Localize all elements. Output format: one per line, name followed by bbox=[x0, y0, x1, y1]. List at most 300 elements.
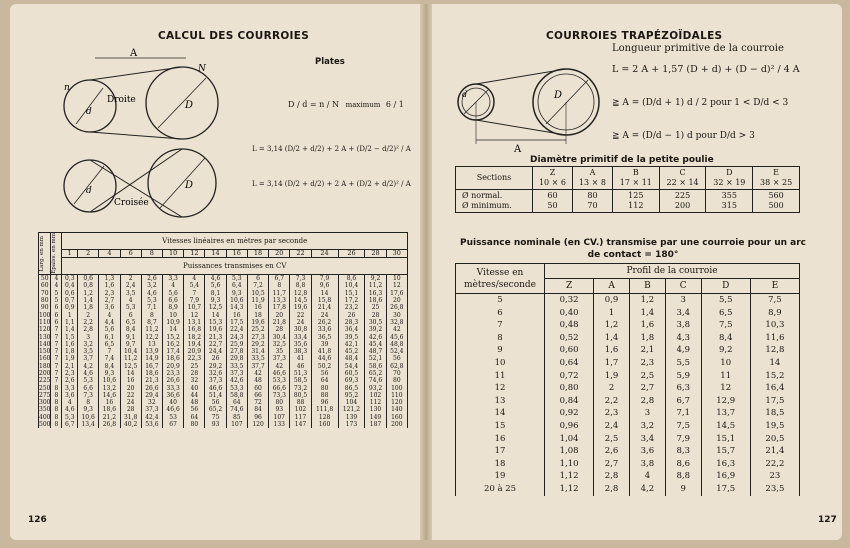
table-cell: 2,4 bbox=[120, 282, 141, 289]
table-cell: 400 bbox=[39, 413, 51, 421]
table-cell: 4,9 bbox=[665, 344, 701, 357]
table-cell: 32 bbox=[184, 377, 205, 384]
table-row bbox=[456, 332, 800, 345]
table-cell: 5,5 bbox=[701, 294, 750, 307]
table-cell: 2,1 bbox=[629, 344, 665, 357]
table-cell: 7,5 bbox=[750, 294, 799, 307]
belt-droite-drawing bbox=[64, 48, 218, 139]
table-cell: 15,1 bbox=[701, 433, 750, 446]
section-letter: Z bbox=[549, 168, 556, 177]
table-cell: 2,6 bbox=[62, 377, 78, 384]
table-cell: 0,3 bbox=[62, 275, 78, 283]
table-row bbox=[456, 395, 800, 408]
table-cell: 10,7 bbox=[184, 304, 205, 311]
table-cell: 10 bbox=[162, 311, 183, 318]
table-cell: 30 bbox=[386, 311, 407, 318]
table-cell: 1 bbox=[594, 307, 630, 320]
table-cell: 3,8 bbox=[665, 319, 701, 332]
belt-croisee-drawing bbox=[64, 149, 216, 217]
table-cell: 250 bbox=[39, 384, 51, 392]
table-cell: 80 bbox=[184, 421, 205, 428]
table-cell: 37,3 bbox=[141, 406, 162, 413]
table-cell: 102 bbox=[290, 406, 311, 413]
table-cell: 10,5 bbox=[247, 290, 268, 297]
table-cell: 7 bbox=[51, 355, 62, 362]
table-cell: 12,5 bbox=[205, 304, 226, 311]
table-cell: 0,9 bbox=[594, 294, 630, 307]
table-cell: 56 bbox=[311, 370, 338, 377]
table-cell: 42,4 bbox=[141, 414, 162, 421]
table-cell: 1,12 bbox=[545, 470, 594, 483]
table-cell: 17,8 bbox=[269, 304, 290, 311]
profile-header: Z bbox=[545, 279, 594, 294]
table-cell: 1,3 bbox=[99, 275, 120, 283]
table-cell: 51,4 bbox=[205, 392, 226, 399]
table-cell: 4 bbox=[184, 275, 205, 283]
table-cell: 11,7 bbox=[269, 290, 290, 297]
table-cell: 7,4 bbox=[99, 355, 120, 362]
table-row bbox=[456, 470, 800, 483]
table-cell: 6 bbox=[247, 275, 268, 283]
table-cell: 23,5 bbox=[750, 483, 799, 496]
table-cell: 20 à 25 bbox=[456, 483, 545, 496]
table-row bbox=[456, 420, 800, 433]
table-cell: 0,48 bbox=[545, 319, 594, 332]
table-cell: 80 bbox=[269, 399, 290, 406]
table-cell: 0,40 bbox=[545, 307, 594, 320]
table-cell: 6,6 bbox=[78, 384, 99, 391]
label-D-trap: D bbox=[554, 90, 563, 101]
table-cell: 36,6 bbox=[162, 392, 183, 399]
section-letter: D bbox=[726, 168, 733, 177]
table-cell: 9,6 bbox=[311, 282, 338, 289]
table-cell: 30,4 bbox=[269, 333, 290, 340]
table-cell: 5,9 bbox=[665, 370, 701, 383]
table-cell: 4 bbox=[162, 282, 183, 289]
table-cell: 5,3 bbox=[62, 414, 78, 421]
table-cell: 12,9 bbox=[701, 395, 750, 408]
table-cell: 1,04 bbox=[545, 433, 594, 446]
table-cell: 2,5 bbox=[629, 370, 665, 383]
table-cell: 1,8 bbox=[62, 348, 78, 355]
label-croisee: Croisée bbox=[114, 198, 149, 208]
table-cell: 60,5 bbox=[338, 370, 365, 377]
table-cell: 3 bbox=[78, 333, 99, 340]
table-cell: 18,6 bbox=[141, 370, 162, 377]
table-cell: 10,6 bbox=[99, 377, 120, 384]
diameter-normal: 80 bbox=[587, 191, 598, 200]
table-cell: 19,6 bbox=[205, 326, 226, 333]
table-cell: 32 bbox=[141, 399, 162, 406]
table-cell: 39 bbox=[311, 341, 338, 348]
plates-subtitle: Plates bbox=[315, 57, 345, 67]
table-cell: 7 bbox=[456, 319, 545, 332]
table-cell: 10,9 bbox=[162, 319, 183, 326]
table-cell: 65,2 bbox=[365, 370, 386, 377]
section-size: 13 × 8 bbox=[578, 178, 606, 187]
table-cell: 44,6 bbox=[311, 355, 338, 362]
table-cell: 15,7 bbox=[701, 445, 750, 458]
profile-header: C bbox=[665, 279, 701, 294]
diameter-minimum: 50 bbox=[547, 201, 558, 210]
table-cell: 8,6 bbox=[665, 458, 701, 471]
table-cell: 16,4 bbox=[750, 382, 799, 395]
table-cell: 187 bbox=[365, 421, 386, 428]
table-cell: 107 bbox=[226, 421, 247, 428]
table-cell: 44 bbox=[184, 392, 205, 399]
table-cell: 0,80 bbox=[545, 382, 594, 395]
table-cell: 14 bbox=[162, 326, 183, 333]
table-cell: 2,3 bbox=[99, 290, 120, 297]
table-cell: 120 bbox=[39, 326, 51, 334]
table-row bbox=[456, 370, 800, 383]
speed-header: 14 bbox=[205, 250, 226, 258]
table-cell: 93,2 bbox=[365, 384, 386, 391]
table-cell: 26,2 bbox=[311, 319, 338, 326]
table-cell: 25 bbox=[365, 304, 386, 311]
table-cell: 6,7 bbox=[269, 275, 290, 283]
table-cell: 66 bbox=[247, 392, 268, 399]
table-cell: 160 bbox=[386, 414, 407, 421]
trapezoidal-table-body bbox=[456, 294, 800, 496]
table-cell: 1,4 bbox=[62, 326, 78, 333]
table-cell: 41 bbox=[290, 355, 311, 362]
table-cell: 29,4 bbox=[141, 392, 162, 399]
table-cell: 13,9 bbox=[141, 348, 162, 355]
table-cell: 1,6 bbox=[629, 319, 665, 332]
table-cell: 85 bbox=[226, 414, 247, 421]
table-cell: 8 bbox=[51, 384, 62, 391]
table-cell: 12,8 bbox=[750, 344, 799, 357]
diameter-minimum: 315 bbox=[721, 201, 737, 210]
table-cell: 17,5 bbox=[226, 319, 247, 326]
table-cell: 29,8 bbox=[226, 355, 247, 362]
table-cell: 5,3 bbox=[141, 297, 162, 304]
table-cell: 3,6 bbox=[629, 445, 665, 458]
table-cell: 3,5 bbox=[78, 348, 99, 355]
table-cell: 7,3 bbox=[290, 275, 311, 283]
table-cell: 26,6 bbox=[162, 377, 183, 384]
table-cell: 42 bbox=[269, 363, 290, 370]
table-cell: 45,4 bbox=[365, 341, 386, 348]
belt-diagram-left bbox=[40, 48, 280, 220]
table-cell: 3 bbox=[665, 294, 701, 307]
table-cell: 53,3 bbox=[269, 377, 290, 384]
diameter-minimum: 200 bbox=[674, 201, 691, 210]
page-number-left: 126 bbox=[28, 515, 47, 525]
table-cell: 6 bbox=[51, 311, 62, 318]
table-cell: 18,6 bbox=[99, 406, 120, 413]
table-cell: 58,5 bbox=[290, 377, 311, 384]
table-cell: 64 bbox=[184, 414, 205, 421]
table-cell: 19,6 bbox=[247, 319, 268, 326]
table-row bbox=[39, 384, 408, 391]
table-cell: 0,96 bbox=[545, 420, 594, 433]
table-cell: 32,6 bbox=[205, 370, 226, 377]
table-cell: 2,1 bbox=[62, 363, 78, 370]
table-cell: 36,5 bbox=[311, 333, 338, 340]
table-cell: 13,2 bbox=[99, 384, 120, 391]
table-cell: 45,2 bbox=[338, 348, 365, 355]
table-cell: 93 bbox=[269, 406, 290, 413]
table-row bbox=[456, 357, 800, 370]
book-gutter bbox=[420, 4, 432, 540]
table-cell: 3,4 bbox=[665, 307, 701, 320]
table-cell: 52,4 bbox=[386, 348, 407, 355]
table-row bbox=[39, 421, 408, 428]
label-A-trap: A bbox=[514, 144, 522, 154]
table-cell: 130 bbox=[39, 333, 51, 341]
table-cell: 14 bbox=[120, 370, 141, 377]
table-cell: 1,6 bbox=[99, 282, 120, 289]
table-cell: 18 bbox=[456, 458, 545, 471]
table-cell: 7 bbox=[99, 348, 120, 355]
table-cell: 147 bbox=[290, 421, 311, 428]
table-cell: 9,1 bbox=[120, 333, 141, 340]
table-cell: 38,3 bbox=[290, 348, 311, 355]
table-cell: 56 bbox=[184, 406, 205, 413]
table-cell: 21,2 bbox=[99, 414, 120, 421]
table-cell: 20,9 bbox=[184, 348, 205, 355]
table-cell: 17,4 bbox=[162, 348, 183, 355]
table-cell: 69,3 bbox=[338, 377, 365, 384]
formula-ratio-max: maximum bbox=[345, 101, 381, 109]
diameter-labels bbox=[456, 190, 533, 213]
table-cell: 8 bbox=[51, 414, 62, 421]
diameter-normal: 225 bbox=[674, 191, 691, 200]
table-cell: 14 bbox=[456, 407, 545, 420]
table-cell: 130 bbox=[365, 406, 386, 413]
section-col-e bbox=[753, 167, 800, 190]
table-cell: 110 bbox=[39, 318, 51, 326]
table-cell: 5,3 bbox=[78, 377, 99, 384]
diameter-normal: 355 bbox=[721, 191, 737, 200]
table-cell: 9,3 bbox=[99, 370, 120, 377]
section-size: 32 × 19 bbox=[713, 178, 746, 187]
table-cell: 35 bbox=[269, 348, 290, 355]
table-cell: 225 bbox=[39, 377, 51, 385]
table-cell: 21,4 bbox=[311, 304, 338, 311]
table-cell: 104 bbox=[338, 399, 365, 406]
table-cell: 10,4 bbox=[120, 348, 141, 355]
profil-header: Profil de la courroie bbox=[545, 264, 800, 279]
table-row bbox=[39, 333, 408, 340]
table-cell: 150 bbox=[39, 348, 51, 356]
table-cell: 0,64 bbox=[545, 357, 594, 370]
table-cell: 6,5 bbox=[99, 341, 120, 348]
table-cell: 56 bbox=[386, 355, 407, 362]
table-row bbox=[39, 348, 408, 355]
table-cell: 4 bbox=[99, 311, 120, 318]
table-cell: 19,6 bbox=[290, 304, 311, 311]
table-cell: 14 bbox=[750, 357, 799, 370]
table-cell: 0,60 bbox=[545, 344, 594, 357]
table-cell: 3,6 bbox=[99, 304, 120, 311]
table-cell: 0,52 bbox=[545, 332, 594, 345]
table-cell: 4 bbox=[51, 275, 62, 283]
table-cell: 9,2 bbox=[365, 275, 386, 283]
speed-header: 8 bbox=[141, 250, 162, 258]
table-cell: 84 bbox=[247, 406, 268, 413]
table-cell: 7 bbox=[51, 377, 62, 384]
table-cell: 22,4 bbox=[226, 326, 247, 333]
profile-header: D bbox=[701, 279, 750, 294]
table-cell: 1,5 bbox=[62, 333, 78, 340]
table-cell: 86,5 bbox=[338, 384, 365, 391]
table-cell: 140 bbox=[386, 406, 407, 413]
table-cell: 11 bbox=[456, 370, 545, 383]
table-cell: 3,5 bbox=[120, 290, 141, 297]
formula-title: Longueur primitive de la courroie bbox=[612, 43, 784, 54]
section-col-b bbox=[612, 167, 659, 190]
table-cell: 21,4 bbox=[750, 445, 799, 458]
table-cell: 160 bbox=[311, 421, 338, 428]
table-cell: 16 bbox=[120, 377, 141, 384]
speed-header: 26 bbox=[338, 250, 365, 258]
table-cell: 3,4 bbox=[629, 433, 665, 446]
table-cell: 8 bbox=[78, 399, 99, 406]
table-cell: 133 bbox=[269, 421, 290, 428]
table-cell: 28,3 bbox=[338, 319, 365, 326]
table-cell: 93 bbox=[205, 421, 226, 428]
table-cell: 18,6 bbox=[162, 355, 183, 362]
table-cell: 1,4 bbox=[594, 332, 630, 345]
label-d-croisee: d bbox=[86, 186, 92, 196]
section-col-z bbox=[533, 167, 573, 190]
speed-header: 6 bbox=[120, 250, 141, 258]
vitesse-header: Vitesse en mètres/seconde bbox=[456, 264, 545, 294]
speed-header: 4 bbox=[99, 250, 120, 258]
table-cell: 42,6 bbox=[365, 333, 386, 340]
table-cell: 2,8 bbox=[594, 470, 630, 483]
table-row bbox=[39, 311, 408, 318]
table-cell: 42,6 bbox=[226, 377, 247, 384]
speed-header: 18 bbox=[247, 250, 268, 258]
formula-cond2: ≧ A = (D/d − 1) d pour D/d > 3 bbox=[612, 131, 755, 141]
table-cell: 500 bbox=[39, 421, 51, 429]
table-cell: 7,1 bbox=[665, 407, 701, 420]
table-cell: 0,4 bbox=[62, 282, 78, 289]
table-cell: 7,9 bbox=[665, 433, 701, 446]
table-cell: 17,5 bbox=[750, 395, 799, 408]
table-cell: 33,4 bbox=[290, 333, 311, 340]
table-cell: 0,84 bbox=[545, 395, 594, 408]
puissances-header: Puissances transmises en CV bbox=[62, 258, 408, 275]
table-cell: 1,6 bbox=[62, 341, 78, 348]
table-cell: 16 bbox=[226, 311, 247, 318]
table-row bbox=[39, 363, 408, 370]
table-cell: 1,2 bbox=[629, 294, 665, 307]
table-cell: 5 bbox=[456, 294, 545, 307]
table-cell: 17 bbox=[456, 445, 545, 458]
table-cell: 14,9 bbox=[141, 355, 162, 362]
table-cell: 26,6 bbox=[141, 384, 162, 391]
table-cell: 28 bbox=[269, 326, 290, 333]
table-cell: 21,3 bbox=[205, 333, 226, 340]
table-cell: 14,5 bbox=[701, 420, 750, 433]
table-cell: 16,9 bbox=[701, 470, 750, 483]
table-cell: 30,5 bbox=[365, 319, 386, 326]
section-diameter-cell bbox=[612, 190, 659, 213]
table-cell: 2,8 bbox=[629, 395, 665, 408]
table-cell: 1,9 bbox=[594, 370, 630, 383]
table-cell: 0,9 bbox=[62, 304, 78, 311]
diameter-normal: 60 bbox=[547, 191, 558, 200]
table-cell: 37,3 bbox=[269, 355, 290, 362]
table-cell: 19,5 bbox=[750, 420, 799, 433]
table-cell: 180 bbox=[39, 362, 51, 370]
table-cell: 17,5 bbox=[701, 483, 750, 496]
table-cell: 26,8 bbox=[386, 304, 407, 311]
speed-header: 30 bbox=[386, 250, 407, 258]
table-cell: 15 bbox=[456, 420, 545, 433]
table-cell: 0,8 bbox=[78, 282, 99, 289]
table-cell: 20 bbox=[120, 384, 141, 391]
table-cell: 7,9 bbox=[184, 297, 205, 304]
table-cell: 0,7 bbox=[62, 297, 78, 304]
table-cell: 64 bbox=[226, 399, 247, 406]
table-row bbox=[39, 355, 408, 362]
table-cell: 80,5 bbox=[290, 392, 311, 399]
table-cell: 17,2 bbox=[338, 297, 365, 304]
table-cell: 4,2 bbox=[629, 483, 665, 496]
table-cell: 36,4 bbox=[338, 326, 365, 333]
table-cell: 6,6 bbox=[162, 297, 183, 304]
table-cell: 40 bbox=[184, 384, 205, 391]
table-cell: 24,3 bbox=[226, 333, 247, 340]
formula-main: L = 2 A + 1,57 (D + d) + (D − d)² / 4 A bbox=[612, 64, 800, 75]
table-cell: 80 bbox=[311, 384, 338, 391]
table-cell: 6 bbox=[51, 304, 62, 311]
table-cell: 8 bbox=[141, 311, 162, 318]
table-row bbox=[39, 377, 408, 384]
table-cell: 72 bbox=[247, 399, 268, 406]
table-cell: 110 bbox=[386, 392, 407, 399]
table-cell: 102 bbox=[365, 392, 386, 399]
table-cell: 96 bbox=[247, 414, 268, 421]
table-cell: 6,5 bbox=[120, 319, 141, 326]
table-cell: 8 bbox=[269, 282, 290, 289]
table-cell: 16,8 bbox=[184, 326, 205, 333]
table-cell: 300 bbox=[39, 399, 51, 407]
table-cell: 7 bbox=[51, 341, 62, 348]
table-cell: 120 bbox=[386, 399, 407, 406]
table-cell: 9,2 bbox=[701, 344, 750, 357]
table-cell: 11,2 bbox=[365, 282, 386, 289]
table-cell: 2,6 bbox=[594, 445, 630, 458]
table-cell: 15,8 bbox=[311, 297, 338, 304]
section-letter: A bbox=[589, 168, 596, 177]
table-cell: 2,2 bbox=[78, 319, 99, 326]
table-cell: 6 bbox=[120, 311, 141, 318]
table-cell: 24,4 bbox=[205, 348, 226, 355]
table-cell: 8,4 bbox=[99, 363, 120, 370]
table-cell: 14,5 bbox=[290, 297, 311, 304]
table-cell: 74,6 bbox=[365, 377, 386, 384]
col-ep-header: Épaiss. en mm bbox=[51, 233, 62, 275]
table-cell: 37,3 bbox=[226, 370, 247, 377]
section-size: 10 × 6 bbox=[538, 178, 567, 187]
table-cell: 1,7 bbox=[594, 357, 630, 370]
table-row bbox=[39, 326, 408, 333]
table-cell: 0,32 bbox=[545, 294, 594, 307]
section-diameter-cell bbox=[753, 190, 800, 213]
table-cell: 9,7 bbox=[120, 341, 141, 348]
table-cell: 21,3 bbox=[141, 377, 162, 384]
table-cell: 56 bbox=[205, 399, 226, 406]
table-cell: 31,4 bbox=[247, 348, 268, 355]
table-cell: 10 bbox=[701, 357, 750, 370]
